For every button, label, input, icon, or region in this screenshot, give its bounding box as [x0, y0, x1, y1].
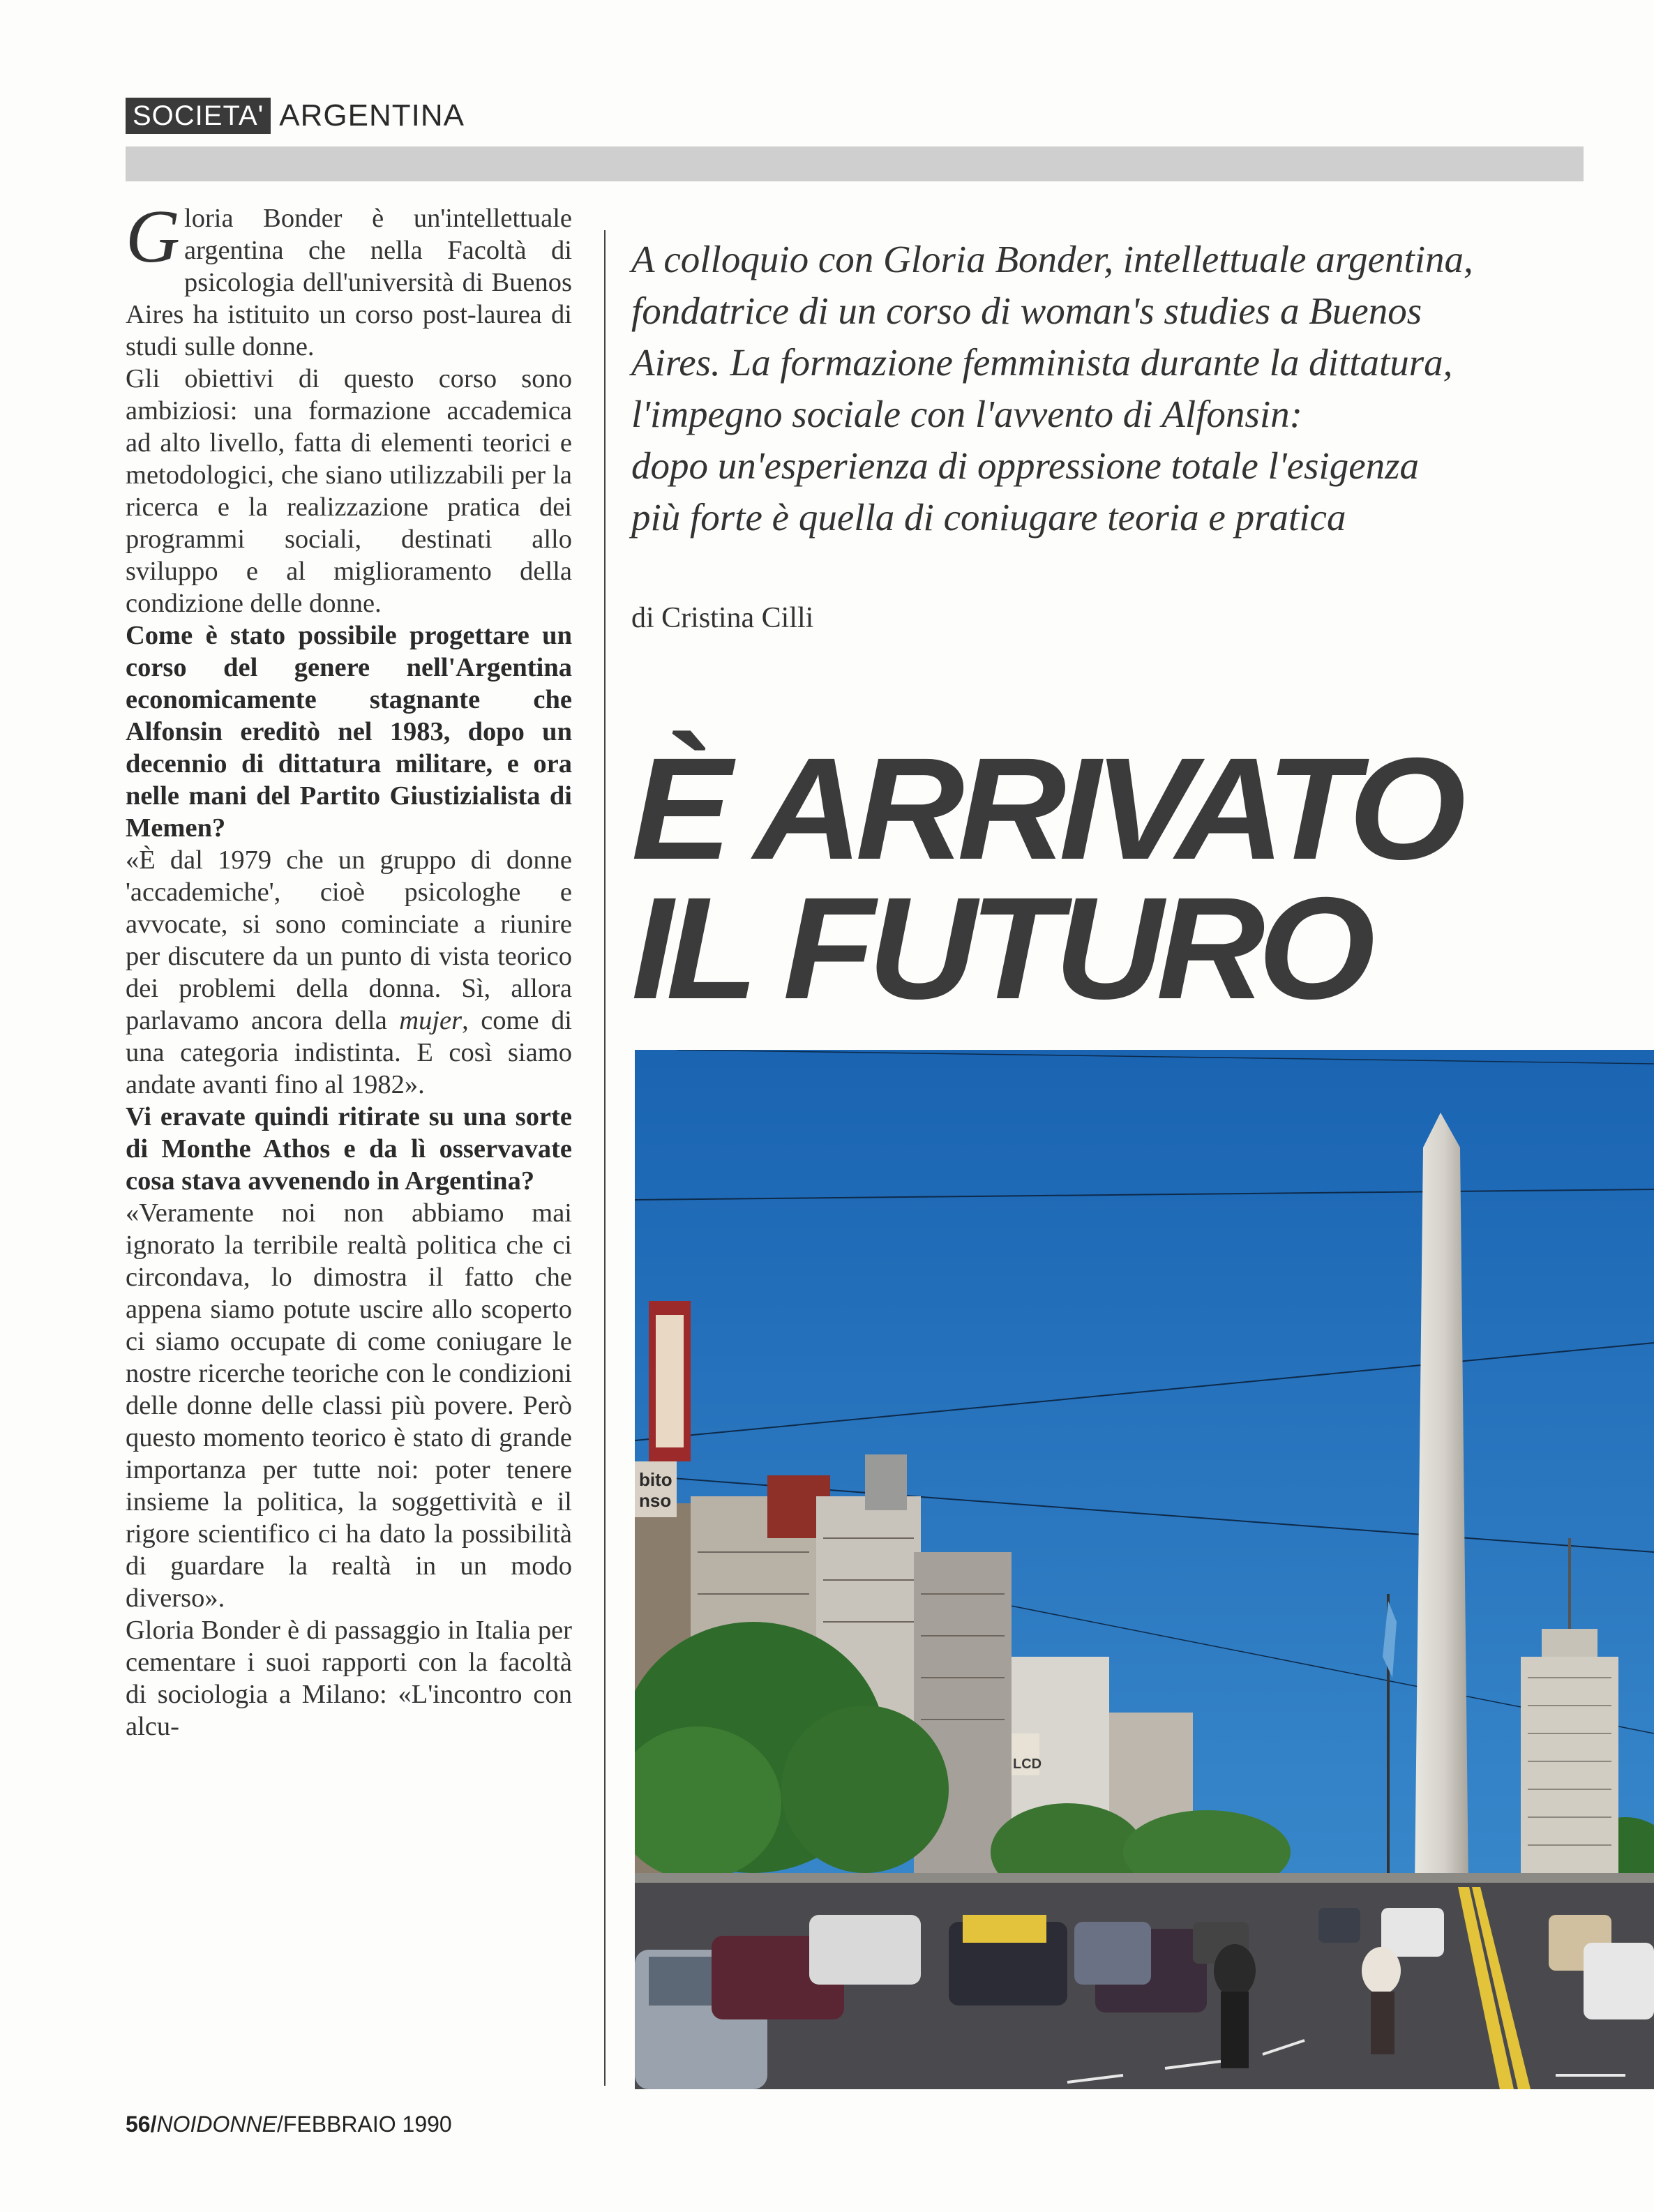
drop-cap: G — [126, 195, 180, 278]
section-label: SOCIETA' — [126, 98, 271, 134]
section-tag — [126, 98, 465, 134]
car — [809, 1915, 921, 1985]
page-footer — [126, 2112, 452, 2137]
obelisk — [1415, 1113, 1468, 1887]
car — [1584, 1943, 1654, 2019]
headline-line-1: È ARRIVATO — [631, 728, 1459, 890]
page-number: 56/ — [126, 2112, 157, 2137]
car — [1381, 1908, 1444, 1957]
question-1: Come è stato possibile progettare un corso del genere nell'Argentina economicamente stagnante che Alfonsin ereditò nel 1983, dopo un decennio di dittatura militare, e ora nelle mani del Partito Giustizialista di Memen? — [126, 621, 572, 843]
column-rule — [604, 230, 606, 2086]
tree — [781, 1706, 949, 1873]
photo-illustration — [635, 1050, 1654, 2089]
answer-1: «È dal 1979 che un gruppo di donne 'accademiche', cioè psicologhe e avvocate, si sono cominciate a riunire per discutere da un punto di vista teorico dei problemi della donna. Sì, allora parlavamo ancora della mujer, come di una categoria indistinta. E così siamo andate avanti fino al 1982». — [126, 845, 572, 1099]
standfirst-line: dopo un'esperienza di oppressione totale l'esigenza — [631, 444, 1420, 487]
svg-text:bito: bito — [639, 1469, 672, 1490]
standfirst-line: l'impegno sociale con l'avvento di Alfonsin: — [631, 393, 1302, 435]
magazine-name: NOIDONNE — [156, 2112, 277, 2137]
section-topic: ARGENTINA — [279, 98, 465, 133]
standfirst-line: A colloquio con Gloria Bonder, intellettuale argentina, — [631, 238, 1473, 280]
tower — [1521, 1657, 1618, 1887]
issue-date: /FEBBRAIO 1990 — [276, 2112, 452, 2137]
motorcyclist — [1362, 1947, 1401, 1994]
standfirst-line: più forte è quella di coniugare teoria e pratica — [631, 496, 1346, 539]
headline-line-2: IL FUTURO — [631, 868, 1369, 1030]
motorcyclist — [1214, 1944, 1256, 1997]
closing-paragraph: Gloria Bonder è di passaggio in Italia per cementare i suoi rapporti con la facoltà di sociologia a Milano: «L'incontro con alcu- — [126, 1616, 572, 1741]
answer-2: «Veramente noi non abbiamo mai ignorato la terribile realtà politica che ci circondava, lo dimostra il fatto che appena siamo potute uscire allo scoperto ci siamo occupate di come coniugare le nostre ricerche teoriche con le condizioni delle donne delle classi più povere. Però questo momento teorico è stato di grande importanza per tutte noi: poter tenere insieme la politica, la soggettività e il rigore scientifico ci ha dato la possibilità di guardare la realtà in un modo diverso». — [126, 1198, 572, 1613]
headline — [631, 728, 1647, 1030]
header-band — [126, 146, 1584, 181]
intro-paragraph: Gloria Bonder è un'intellettuale argentina che nella Facoltà di psicologia dell'università di Buenos Aires ha istituito un corso post-laurea di studi sulle donne. — [126, 195, 572, 361]
standfirst-line: Aires. La formazione femminista durante la dittatura, — [631, 341, 1453, 384]
byline: di Cristina Cilli — [631, 602, 814, 634]
photo-obelisk-buenos-aires — [635, 1050, 1654, 2089]
question-2: Vi eravate quindi ritirate su una sorte di Monthe Athos e da lì osservavate cosa stava avvenendo in Argentina? — [126, 1102, 572, 1196]
objectives-paragraph: Gli obiettivi di questo corso sono ambiziosi: una formazione accademica ad alto livello, fatta di elementi teorici e metodologici, che siano utilizzabili per la ricerca e la realizzazione pratica dei programmi sociali, destinati allo sviluppo e al miglioramento della condizione delle donne. — [126, 364, 572, 618]
car — [1074, 1922, 1151, 1985]
car — [1318, 1908, 1360, 1943]
standfirst-line: fondatrice di un corso di woman's studies a Buenos — [631, 289, 1422, 332]
standfirst — [631, 234, 1580, 543]
article-body — [126, 195, 572, 1743]
svg-text:nso: nso — [639, 1490, 672, 1511]
svg-text:LCD: LCD — [1013, 1756, 1042, 1772]
